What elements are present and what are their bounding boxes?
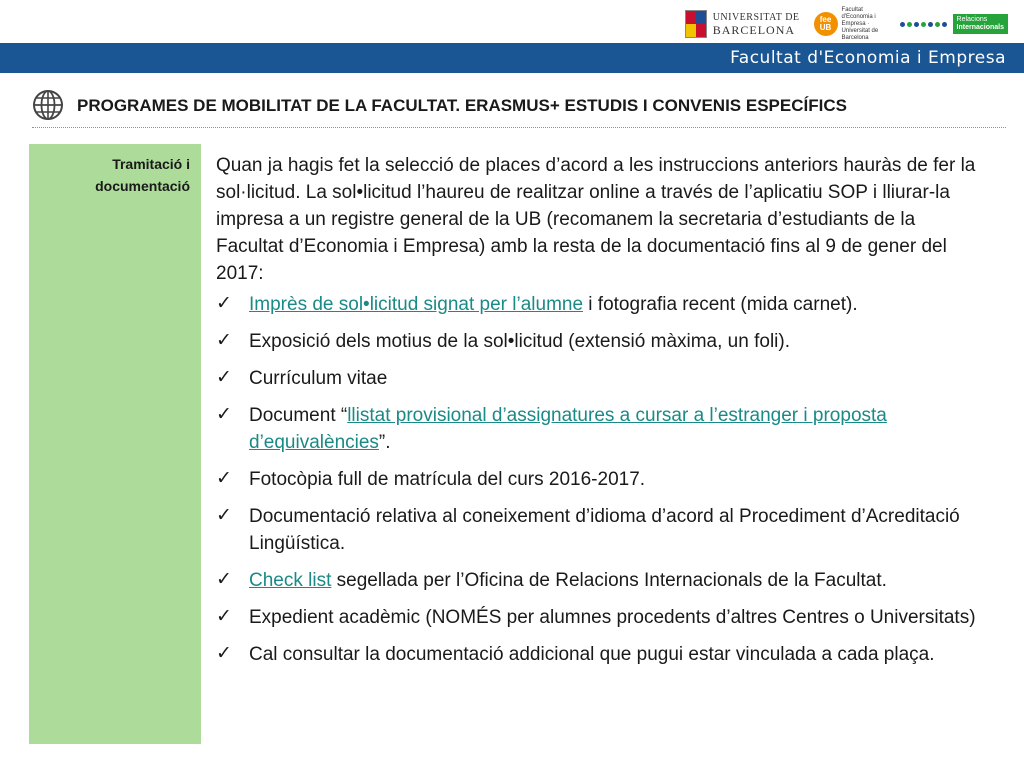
ub-logo bbox=[685, 10, 800, 38]
list-item bbox=[216, 402, 986, 456]
list-item bbox=[216, 328, 986, 355]
fee-mark: fee UB bbox=[814, 12, 838, 36]
ub-logo-line1: UNIVERSITAT DE bbox=[712, 12, 800, 23]
section-sidebar bbox=[29, 144, 201, 744]
check-icon: ✓ bbox=[216, 505, 232, 526]
subjects-list-link[interactable]: llistat provisional d’assignatures a cursar a l’estranger i proposta d’equivalències bbox=[249, 405, 887, 453]
list-item bbox=[216, 466, 986, 493]
list-item bbox=[216, 641, 986, 668]
ri-logo bbox=[900, 14, 1008, 34]
list-item-text: Documentació relativa al coneixement d’idioma d’acord al Procediment d’Acreditació Lingüística. bbox=[249, 506, 960, 554]
ri-logo-line1: Relacions bbox=[956, 16, 988, 23]
list-item-text: segellada per l’Oficina de Relacions Internacionals de la Facultat. bbox=[331, 570, 887, 591]
check-icon: ✓ bbox=[216, 569, 232, 590]
main-content bbox=[216, 152, 986, 678]
application-form-link[interactable]: Imprès de sol•licitud signat per l’alumne bbox=[249, 294, 584, 315]
fee-logo-text: Facultat d'Economia i Empresa · Universitat de Barcelona bbox=[841, 6, 879, 41]
check-icon: ✓ bbox=[216, 643, 232, 664]
check-icon: ✓ bbox=[216, 468, 232, 489]
document-checklist bbox=[216, 291, 986, 668]
check-icon: ✓ bbox=[216, 293, 232, 314]
check-icon: ✓ bbox=[216, 404, 232, 425]
list-item-text: Exposició dels motius de la sol•licitud (extensió màxima, un foli). bbox=[249, 331, 790, 352]
check-icon: ✓ bbox=[216, 367, 232, 388]
list-item bbox=[216, 503, 986, 557]
section-label-line2: documentació bbox=[95, 178, 190, 194]
list-item-text: Cal consultar la documentació addicional que pugui estar vinculada a cada plaça. bbox=[249, 644, 935, 665]
logo-strip bbox=[685, 8, 1008, 40]
list-item bbox=[216, 567, 986, 594]
section-label-line1: Tramitació i bbox=[112, 156, 190, 172]
ri-logo-line2: Internacionals bbox=[956, 24, 1004, 31]
check-icon: ✓ bbox=[216, 606, 232, 627]
list-item bbox=[216, 604, 986, 631]
list-item-text: Fotocòpia full de matrícula del curs 2016-2017. bbox=[249, 469, 646, 490]
page-title: PROGRAMES DE MOBILITAT DE LA FACULTAT. ERASMUS+ ESTUDIS I CONVENIS ESPECÍFICS bbox=[77, 96, 847, 115]
check-list-link[interactable]: Check list bbox=[249, 570, 332, 591]
list-item-text: Currículum vitae bbox=[249, 368, 388, 389]
list-item-prefix: Document “ bbox=[249, 405, 348, 426]
list-item bbox=[216, 291, 986, 318]
banner-title: Facultat d'Economia i Empresa bbox=[730, 48, 1006, 68]
list-item-suffix: ”. bbox=[378, 432, 391, 453]
list-item-text: Expedient acadèmic (NOMÉS per alumnes procedents d’altres Centres o Universitats) bbox=[249, 607, 976, 628]
ub-logo-line2: BARCELONA bbox=[712, 23, 796, 37]
list-item bbox=[216, 365, 986, 392]
dots-icon bbox=[900, 22, 947, 27]
section-label bbox=[95, 153, 190, 197]
check-icon: ✓ bbox=[216, 330, 232, 351]
fee-logo bbox=[814, 7, 886, 42]
ub-crest-icon bbox=[685, 10, 707, 38]
list-item-text: i fotografia recent (mida carnet). bbox=[583, 294, 858, 315]
header-divider bbox=[32, 127, 1006, 128]
globe-icon bbox=[32, 89, 64, 121]
faculty-banner bbox=[0, 43, 1024, 73]
intro-paragraph: Quan ja hagis fet la selecció de places d’acord a les instruccions anteriors hauràs de fer la sol·licitud. La sol•licitud l’haureu de realitzar online a través de l’aplicatiu SOP i lliurar-la impresa a un registre general de la UB (recomanem la secretaria d’estudiants de la Facultat d’Economia i Empresa) amb la resta de la documentació fins al 9 de gener del 2017: bbox=[216, 155, 976, 284]
